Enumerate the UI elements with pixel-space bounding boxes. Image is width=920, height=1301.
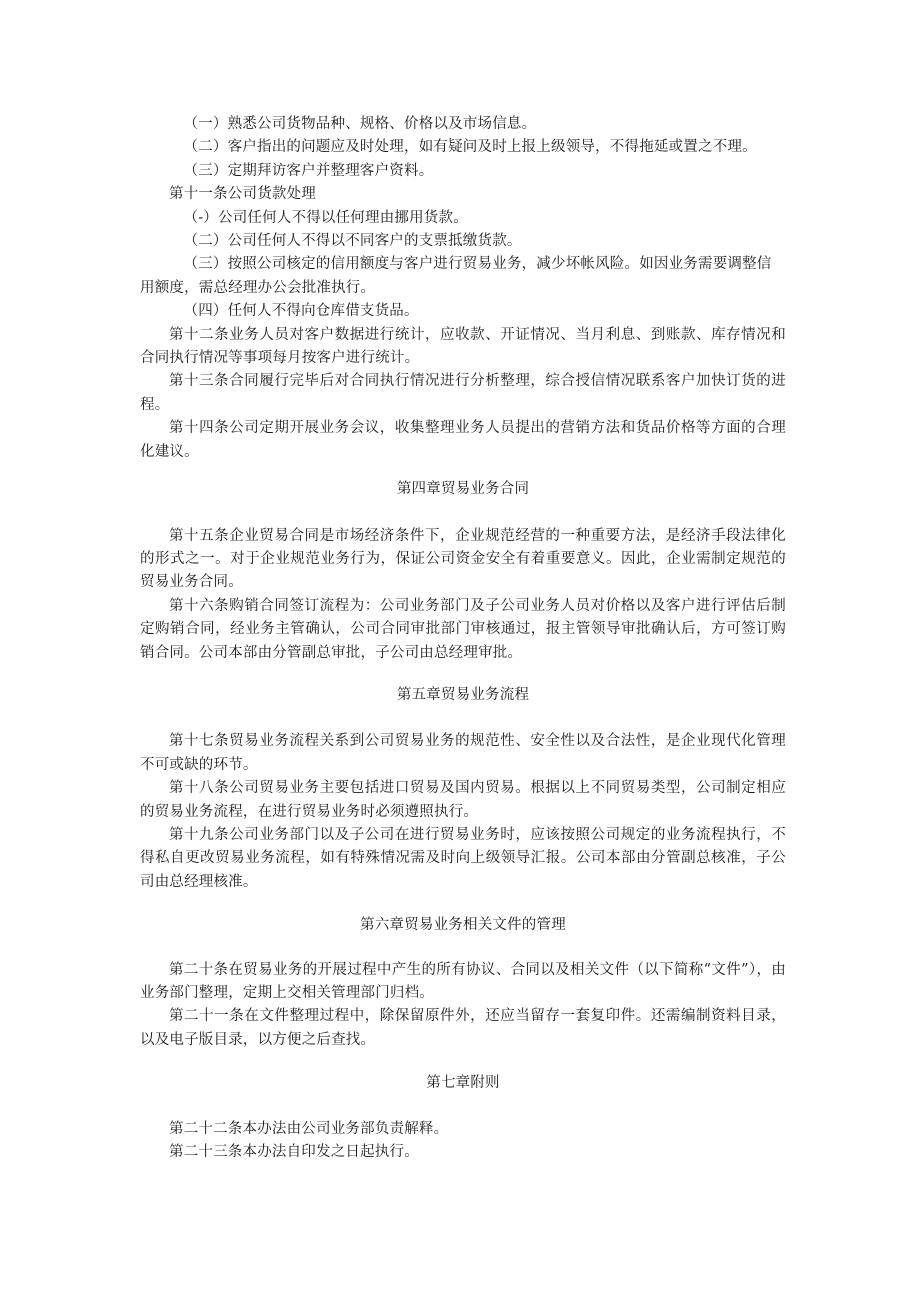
article-13: 第十三条合同履行完毕后对合同执行情况进行分析整理，综合授信情况联系客户加快订货的进程。 <box>140 373 786 413</box>
article-14: 第十四条公司定期开展业务会议，收集整理业务人员提出的营销方法和货品价格等方面的合理化建议。 <box>140 420 786 460</box>
list-item: （四）任何人不得向仓库借支货品。 <box>183 303 419 320</box>
chapter-5-heading: 第五章贸易业务流程 <box>396 686 530 703</box>
article-15: 第十五条企业贸易合同是市场经济条件下，企业规范经营的一种重要方法，是经济手段法律化的形式之一。对于企业规范业务行为，保证公司资金安全有着重要意义。因此，企业需制定规范的贸易业务合同。 <box>140 527 786 591</box>
article-17: 第十七条贸易业务流程关系到公司贸易业务的规范性、安全性以及合法性，是企业现代化管理不可或缺的环节。 <box>140 733 786 773</box>
article-23: 第二十三条本办法自印发之日起执行。 <box>169 1144 419 1161</box>
article-16: 第十六条购销合同签订流程为：公司业务部门及子公司业务人员对价格以及客户进行评估后制定购销合同，经业务主管确认，公司合同审批部门审核通过，报主管领导审批确认后，方可签订购销合同。公司本部由分管副总审批，子公司由总经理审批。 <box>140 597 786 661</box>
list-item: （三）定期拜访客户并整理客户资料。 <box>183 162 434 179</box>
chapter-7-heading: 第七章附则 <box>426 1075 500 1092</box>
list-item: （一）熟悉公司货物品种、规格、价格以及市场信息。 <box>183 116 537 132</box>
list-item: （三）按照公司核定的信用额度与客户进行贸易业务，减少坏帐风险。如因业务需要调整信用额度，需总经理办公会批准执行。 <box>140 256 772 296</box>
article-11-title: 第十一条公司货款处理 <box>169 186 316 203</box>
article-22: 第二十二条本办法由公司业务部负责解释。 <box>169 1120 449 1137</box>
list-item: （二）客户指出的问题应及时处理，如有疑问及时上报上级领导，不得拖延或置之不理。 <box>183 139 757 156</box>
document-body <box>140 113 786 1164</box>
chapter-6-heading: 第六章贸易业务相关文件的管理 <box>360 917 566 934</box>
list-item: （二）公司任何人不得以不同客户的支票抵缴货款。 <box>183 233 522 250</box>
article-12: 第十二条业务人员对客户数据进行统计，应收款、开证情况、当月利息、到账款、库存情况和合同执行情况等事项每月按客户进行统计。 <box>140 326 786 367</box>
list-item: （-）公司任何人不得以任何理由挪用货款。 <box>183 209 468 226</box>
article-19: 第十九条公司业务部门以及子公司在进行贸易业务时，应该按照公司规定的业务流程执行，不得私自更改贸易业务流程，如有特殊情况需及时向上级领导汇报。公司本部由分管副总核准，子公司由总经理核准。 <box>140 826 786 890</box>
article-20: 第二十条在贸易业务的开展过程中产生的所有协议、合同以及相关文件（以下简称“文件”），由业务部门整理，定期上交相关管理部门归档。 <box>140 961 786 1001</box>
article-21: 第二十一条在文件整理过程中，除保留原件外，还应当留存一套复印件。还需编制资料目录，以及电子版目录，以方便之后查找。 <box>140 1008 786 1048</box>
chapter-4-heading: 第四章贸易业务合同 <box>396 481 530 498</box>
article-18: 第十八条公司贸易业务主要包括进口贸易及国内贸易。根据以上不同贸易类型，公司制定相应的贸易业务流程，在进行贸易业务时必须遵照执行。 <box>140 780 786 820</box>
